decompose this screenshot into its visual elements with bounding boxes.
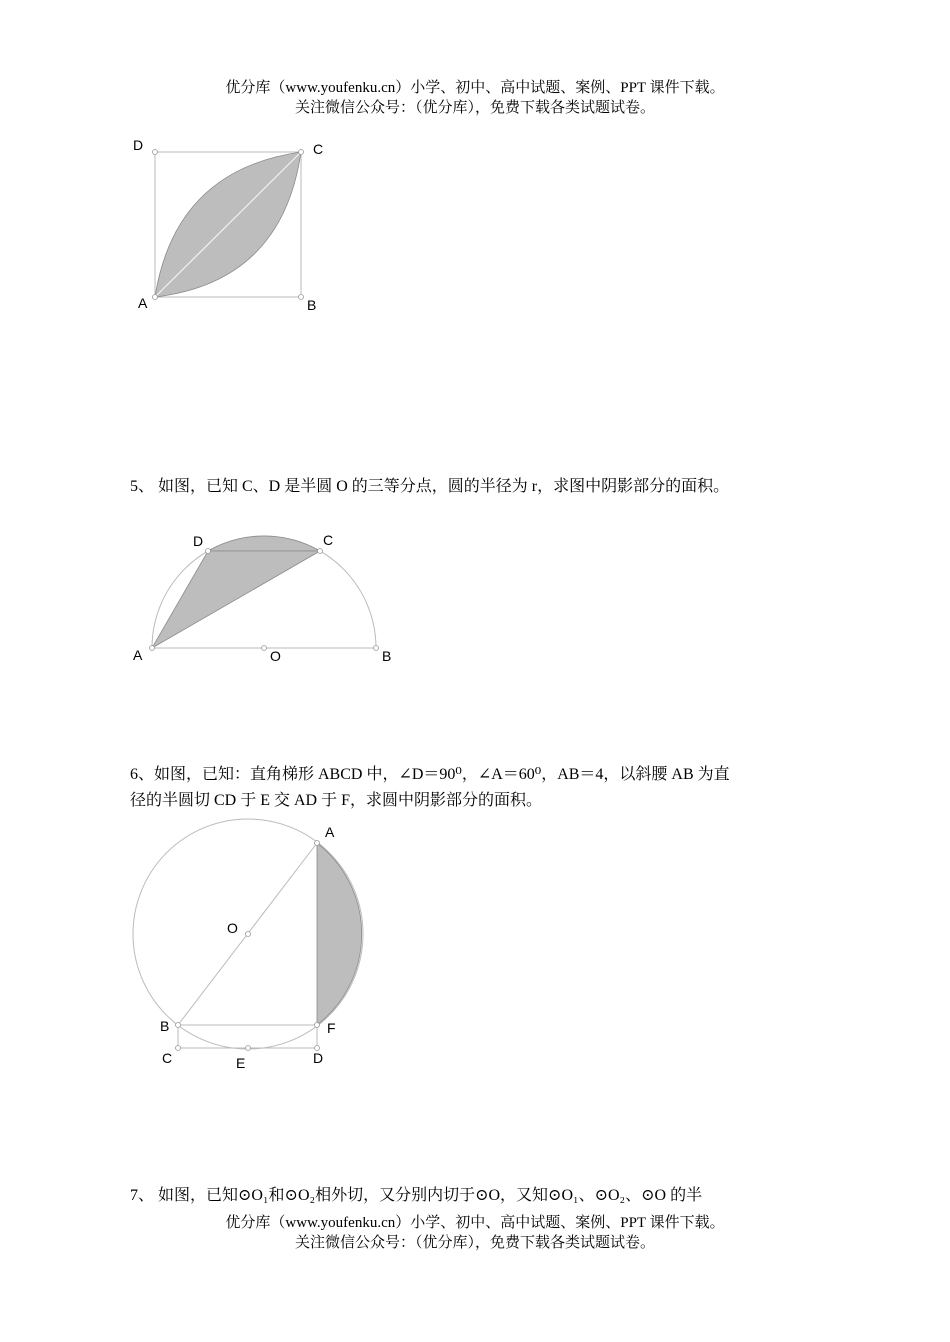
label-d: D bbox=[133, 137, 144, 153]
label-o: O bbox=[270, 648, 281, 664]
label-e: E bbox=[236, 1055, 246, 1071]
label-b: B bbox=[160, 1018, 170, 1034]
point-f bbox=[315, 1023, 320, 1028]
point-b bbox=[374, 646, 379, 651]
point-e bbox=[246, 1046, 251, 1051]
question-7-text: 7、 如图，已知⊙O₁和⊙O₂相外切，又分别内切于⊙O，又知⊙O₁、⊙O₂、⊙O 的半 bbox=[130, 1187, 703, 1204]
question-5-text: 5、 如图，已知 C、D 是半圆 O 的三等分点，圆的半径为 r，求图中阴影部分的面积。 bbox=[130, 478, 730, 495]
footer-line-1: 优分库（www.youfenku.cn）小学、初中、高中试题、案例、PPT 课件下载。 bbox=[225, 1215, 725, 1231]
header-line-1: 优分库（www.youfenku.cn）小学、初中、高中试题、案例、PPT 课件下载。 bbox=[225, 80, 725, 96]
label-c: C bbox=[323, 532, 334, 548]
point-c bbox=[176, 1046, 181, 1051]
shaded-triangle bbox=[152, 551, 320, 648]
label-a: A bbox=[325, 824, 335, 840]
question-6-line-1: 6、如图，已知：直角梯形 ABCD 中，∠D＝90⁰，∠A＝60⁰，AB＝4，以斜腰 AB 为直 bbox=[130, 766, 730, 783]
figure-3-circle-trapezoid bbox=[133, 819, 363, 1071]
point-a bbox=[153, 295, 158, 300]
label-a: A bbox=[133, 647, 143, 663]
label-d: D bbox=[193, 533, 204, 549]
point-c bbox=[299, 150, 304, 155]
header-line-2: 关注微信公众号：（优分库），免费下载各类试题试卷。 bbox=[294, 100, 655, 116]
label-o: O bbox=[227, 920, 238, 936]
label-b: B bbox=[307, 297, 317, 313]
question-6-line-2: 径的半圆切 CD 于 E 交 AD 于 F，求圆中阴影部分的面积。 bbox=[130, 792, 543, 809]
label-c: C bbox=[162, 1050, 173, 1066]
point-b bbox=[176, 1023, 181, 1028]
figure-2-semicircle bbox=[133, 532, 391, 664]
label-b: B bbox=[382, 648, 392, 664]
label-d: D bbox=[313, 1050, 324, 1066]
diagonal-ac bbox=[155, 152, 301, 297]
point-c bbox=[318, 549, 323, 554]
label-f: F bbox=[327, 1020, 336, 1036]
point-o bbox=[246, 932, 251, 937]
point-d bbox=[206, 549, 211, 554]
label-c: C bbox=[313, 141, 324, 157]
point-o bbox=[262, 646, 267, 651]
figure-1-square-leaf bbox=[133, 137, 323, 313]
point-b bbox=[299, 295, 304, 300]
point-a bbox=[315, 841, 320, 846]
point-d bbox=[153, 150, 158, 155]
shaded-segment bbox=[317, 843, 362, 1025]
label-a: A bbox=[138, 295, 148, 311]
point-a bbox=[150, 646, 155, 651]
shaded-segment bbox=[208, 536, 320, 551]
footer-line-2: 关注微信公众号：（优分库），免费下载各类试题试卷。 bbox=[294, 1235, 655, 1251]
